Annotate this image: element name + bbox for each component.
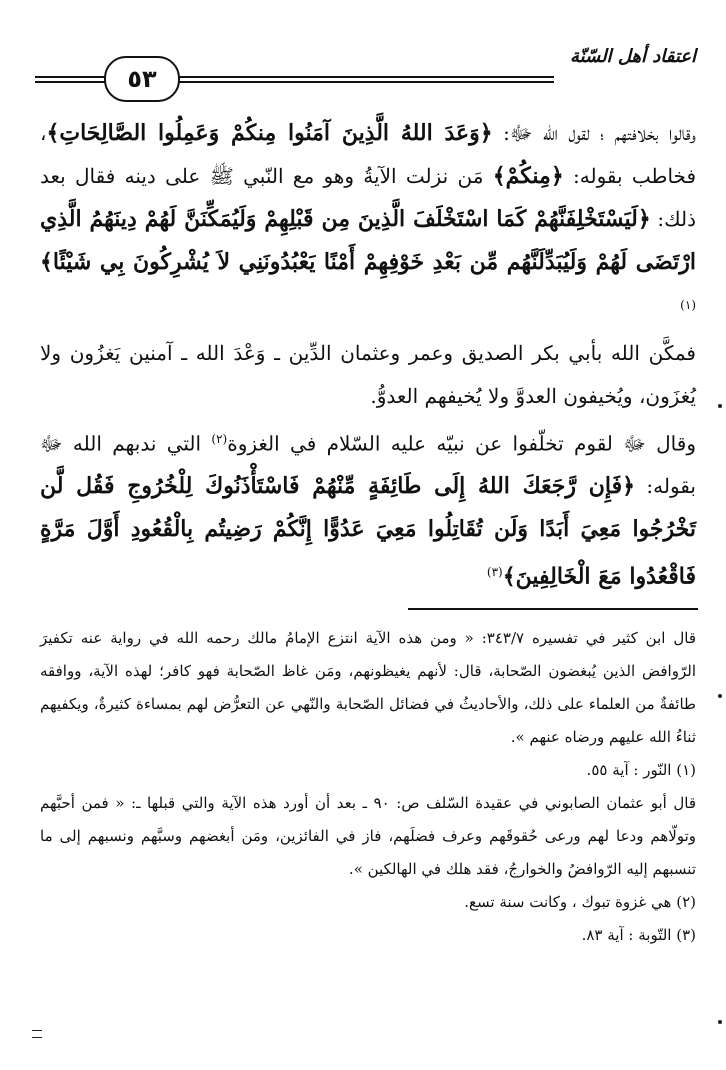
paragraph-2 bbox=[40, 332, 696, 418]
footnote-ref: (٣) bbox=[486, 565, 503, 580]
paragraph-3-text-2: التي ندبهم الله ﷻ بقوله: bbox=[40, 431, 696, 499]
running-title: اعتقاد أهل السّنّة bbox=[569, 46, 696, 67]
page-number: ٥٣ bbox=[104, 56, 180, 102]
paragraph-1-text: وقالوا بخلافتهم ؛ لقول الله ﷻ: bbox=[492, 121, 696, 145]
scan-mark bbox=[718, 404, 722, 408]
paragraph-1-text-3: مَن نزلت الآيةُ وهو مع النّبي ﷺ على دينه فقال بعد ذلك: bbox=[40, 164, 696, 231]
scan-mark bbox=[718, 1020, 722, 1024]
quran-quote: ﴿وَعَدَ اللهُ الَّذِينَ آمَنُوا مِنكُمْ وَعَمِلُوا الصَّالِحَاتِ﴾ bbox=[46, 120, 493, 146]
footnote-ref: (١) bbox=[680, 298, 696, 312]
quran-quote: ﴿لَيَسْتَخْلِفَنَّهُمْ كَمَا اسْتَخْلَفَ الَّذِينَ مِن قَبْلِهِمْ وَلَيُمَكِّنَنَّ لَهُمْ دِينَهُمُ الَّذِي ارْتَضَى لَهُمْ وَلَيُبَدِّلَنَّهُم مِّن بَعْدِ خَوْفِهِمْ أَمْنًا يَعْبُدُونَنِي لاَ يُشْرِكُونَ بِي شَيْئًا﴾ bbox=[40, 206, 696, 275]
paragraph-1 bbox=[40, 112, 696, 332]
header-rule-left bbox=[35, 76, 107, 83]
main-text bbox=[40, 112, 696, 599]
footnote-note: قال ابن كثير في تفسيره ٣٤٣/٧: « ومن هذه الآية انتزع الإمامُ مالك رحمه الله في رواية عنه تكفيرَ الرّوافض الذين يُبغضون الصّحابة، قال: لأنهم يغيظونهم، ومَن غاظ الصّحابة فهو كافر؛ لهذه الآية، ووافقه طائفةٌ من العلماء على ذلك، والأحاديثُ في فضائل الصّحابة والنّهي عن التعرُّض لهم بمساءة كثيرةٌ، ويكفيهم ثناءُ الله عليهم ورضاه عنهم ». bbox=[40, 629, 696, 746]
quran-quote: ﴿مِنكُمْ﴾ bbox=[492, 163, 564, 189]
footnote-note: قال أبو عثمان الصابوني في عقيدة السّلف ص: ٩٠ ـ بعد أن أورد هذه الآية والتي قبلها ـ: « فمن أحبَّهم وتولّاهم ودعا لهم ورعى حُقوقَهم وعرف فضلَهم، فاز في الفائزين، ومَن أبغضهم وسبَّهم ونسبهم إلى ما تنسبهم إليه الرّوافضُ والخوارجُ، فقد هلك في الهالكين ». bbox=[40, 794, 696, 878]
paragraph-2-text: فمكَّن الله بأبي بكر الصديق وعمر وعثمان الدِّين ـ وَعْدَ الله ـ آمنين يَغزُون ولا يُغزَون، ويُخيفون العدوَّ ولا يُخيفهم العدوُّ. bbox=[40, 340, 696, 408]
footnote-separator bbox=[408, 608, 698, 610]
paragraph-3 bbox=[40, 418, 696, 599]
paragraph-3-text: وقال ﷻ لقوم تخلّفوا عن نبيّه عليه السّلام في الغزوة bbox=[227, 431, 696, 456]
footnote-ref: (٢) bbox=[211, 431, 228, 446]
quran-quote: ﴿فَإِن رَّجَعَكَ اللهُ إِلَى طَائِفَةٍ مِّنْهُمْ فَاسْتَأْذَنُوكَ لِلْخُرُوجِ فَقُل لَّن تَخْرُجُوا مَعِيَ أَبَدًا وَلَن تُقَاتِلُوا مَعِيَ عَدُوًّا إِنَّكُمْ رَضِيتُم بِالْقُعُودِ أَوَّلَ مَرَّةٍ فَاقْعُدُوا مَعَ الْخَالِفِينَ﴾ bbox=[40, 473, 696, 590]
scan-mark bbox=[32, 1030, 42, 1038]
footnote-3: (٣) التّوبة : آية ٨٣. bbox=[581, 926, 696, 944]
footnote-1: (١) النّور : آية ٥٥. bbox=[586, 761, 696, 779]
footnote-2: (٢) هي غزوة تبوك ، وكانت سنة تسع. bbox=[464, 893, 696, 911]
footnotes bbox=[40, 622, 696, 952]
scan-mark bbox=[718, 694, 722, 698]
paragraph-1-text-2: ، فخاطب بقوله: bbox=[40, 121, 697, 188]
